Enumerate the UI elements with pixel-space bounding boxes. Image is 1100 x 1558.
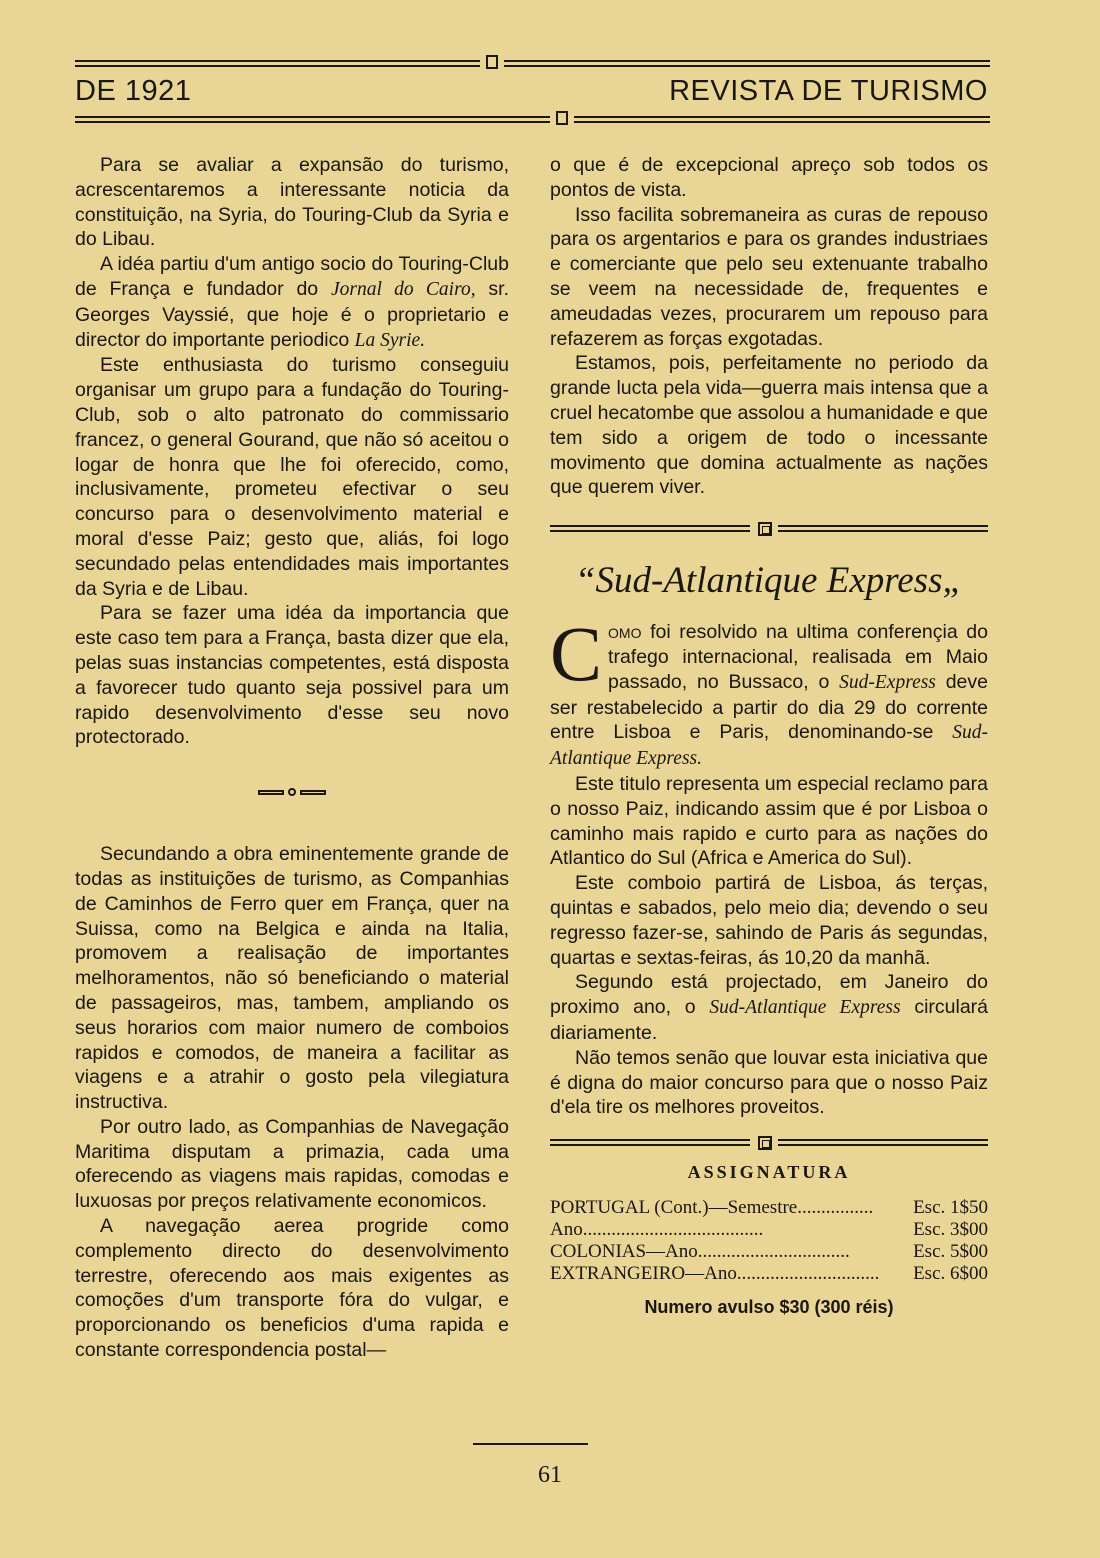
header-magazine-title: REVISTA DE TURISMO	[669, 75, 988, 107]
right-column	[550, 153, 988, 1320]
left-paragraph-5: Secundando a obra eminentemente grande de todas as instituições de turismo, as Companhias de Caminhos de Ferro quer em França, quer na Suissa, como na Belgica e ainda na Italia, promovem a realisação de importantes melhoramentos, não só beneficiando o material de passageiros, mas, tambem, ampliando os seus horarios com maior numero de comboios rapidos e comodos, de maneira a facilitar as viagens e a atrahir o gosto pela vilegiatura instructiva.	[75, 843, 509, 1114]
section-separator	[550, 522, 988, 536]
footer-rule	[473, 1443, 588, 1445]
section-paragraph-1: Como foi resolvido na ultima conferençia do trafego internacional, realisada em Maio passado, no Bussaco, o Sud-Express deve ser restabelecido a partir do dia 29 do corrente entre Lisboa e Paris, denominando-se Sud-Atlantique Express.	[550, 610, 988, 770]
left-paragraph-3: Este enthusiasta do turismo conseguiu organisar um grupo para a fundação do Touring-Club, sob o alto patronato do commissario francez, o general Gourand, que não só aceitou o logar de honra que lhe foi oferecido, como, inclusivamente, prometeu efectivar o seu concurso para o desenvolvimento material e moral d'esse Paiz; gesto que, aliás, foi logo secundado pelas entendidades mais importantes da Syria e de Libau.	[75, 354, 509, 600]
right-paragraph-2: Isso facilita sobremaneira as curas de repouso para os argentarios e para os grandes industriaes e comerciante que pelo seu extenuante trabalho se veem na necessidade de, frequentes e ameudadas vezes, procurarem um repouso para refazerem as forças exgotadas.	[550, 203, 988, 350]
left-paragraph-2: A idéa partiu d'um antigo socio do Touring-Club de França e fundador do Jornal do Cairo, sr. Georges Vayssié, que hoje é o proprietario e director do importante periodico La Syrie.	[75, 253, 509, 351]
drop-cap: C	[550, 610, 603, 698]
page-number: 61	[538, 1462, 562, 1488]
right-paragraph-3: Estamos, pois, perfeitamente no periodo da grande lucta pela vida—guerra mais intensa que a cruel hecatombe que assolou a humanidade e que tem sido a origem de todo o incessante movimento que domina actualmente as nações que querem viver.	[550, 352, 988, 499]
subscription-row: EXTRANGEIRO—Ano .............................. Esc. 6$00	[550, 1262, 988, 1284]
left-paragraph-4: Para se fazer uma idéa da importancia que este caso tem para a França, basta dizer que ela, pelas suas instancias competentes, está disposta a favorecer tudo quanto seja possivel para um rapido desenvolvimento d'esse seu novo protectorado.	[75, 602, 509, 749]
la-syrie-italic: La Syrie.	[354, 329, 426, 351]
section-ornament	[75, 780, 509, 804]
right-paragraph-1: o que é de excepcional apreço sob todos os pontos de vista.	[550, 154, 988, 201]
header-top-rule	[75, 60, 990, 67]
jornal-do-cairo-italic: Jornal do Cairo,	[330, 278, 476, 300]
section-paragraph-4: Segundo está projectado, em Janeiro do proximo ano, o Sud-Atlantique Express circulará diariamente.	[550, 971, 989, 1044]
subscription-row: COLONIAS—Ano ................................ Esc. 5$00	[550, 1240, 988, 1262]
left-column	[75, 153, 509, 1363]
section-paragraph-2: Este titulo representa um especial reclamo para o nosso Paiz, indicando assim que é por Lisboa o caminho mais rapido e curto para as nações do Atlantico do Sul (Africa e America do Sul).	[550, 772, 988, 870]
subscription-row: Ano ...................................... Esc. 3$00	[550, 1218, 988, 1240]
subscription-title: ASSIGNATURA	[687, 1162, 851, 1183]
subscription-row: PORTUGAL (Cont.)—Semestre ................ Esc. 1$50	[550, 1196, 988, 1218]
sud-express-italic: Sud-Express	[839, 671, 936, 693]
header-bottom-rule	[75, 116, 990, 123]
section-title: “Sud-Atlantique Express„	[574, 560, 964, 602]
left-paragraph-7: A navegação aerea progride como complemento directo do desenvolvimento terrestre, oferecendo aos mais exigentes as comoções d'um transporte fóra do vulgar, e proporcionando os beneficios d'uma rapida e constante correspondencia postal—	[75, 1215, 509, 1362]
header-year: DE 1921	[75, 75, 192, 107]
left-paragraph-6: Por outro lado, as Companhias de Navegação Maritima disputam a primazia, cada uma oferecendo as viagens mais rapidas, comodas e luxuosas por preços relativamente economicos.	[75, 1115, 509, 1213]
left-paragraph-1: Para se avaliar a expansão do turismo, acrescentaremos a interessante noticia da constituição, na Syria, do Touring-Club da Syria e do Libau.	[75, 154, 509, 251]
sud-atlantique-express-italic: Sud-Atlantique Express.	[550, 722, 988, 770]
section-paragraph-3: Este comboio partirá de Lisboa, ás terças, quintas e sabados, pelo meio dia; devendo o seu regresso fazer-se, sahindo de Paris ás segundas, quartas e sextas-feiras, ás 10,20 da manhã.	[550, 872, 988, 969]
section-paragraph-5: Não temos senão que louvar esta iniciativa que é digna do maior concurso para que o nosso Paiz d'ela tire os melhores proveitos.	[550, 1046, 988, 1119]
single-issue-price: Numero avulso $30 (300 réis)	[644, 1296, 894, 1317]
subscription-table	[550, 1197, 988, 1285]
subscription-separator	[550, 1136, 988, 1150]
